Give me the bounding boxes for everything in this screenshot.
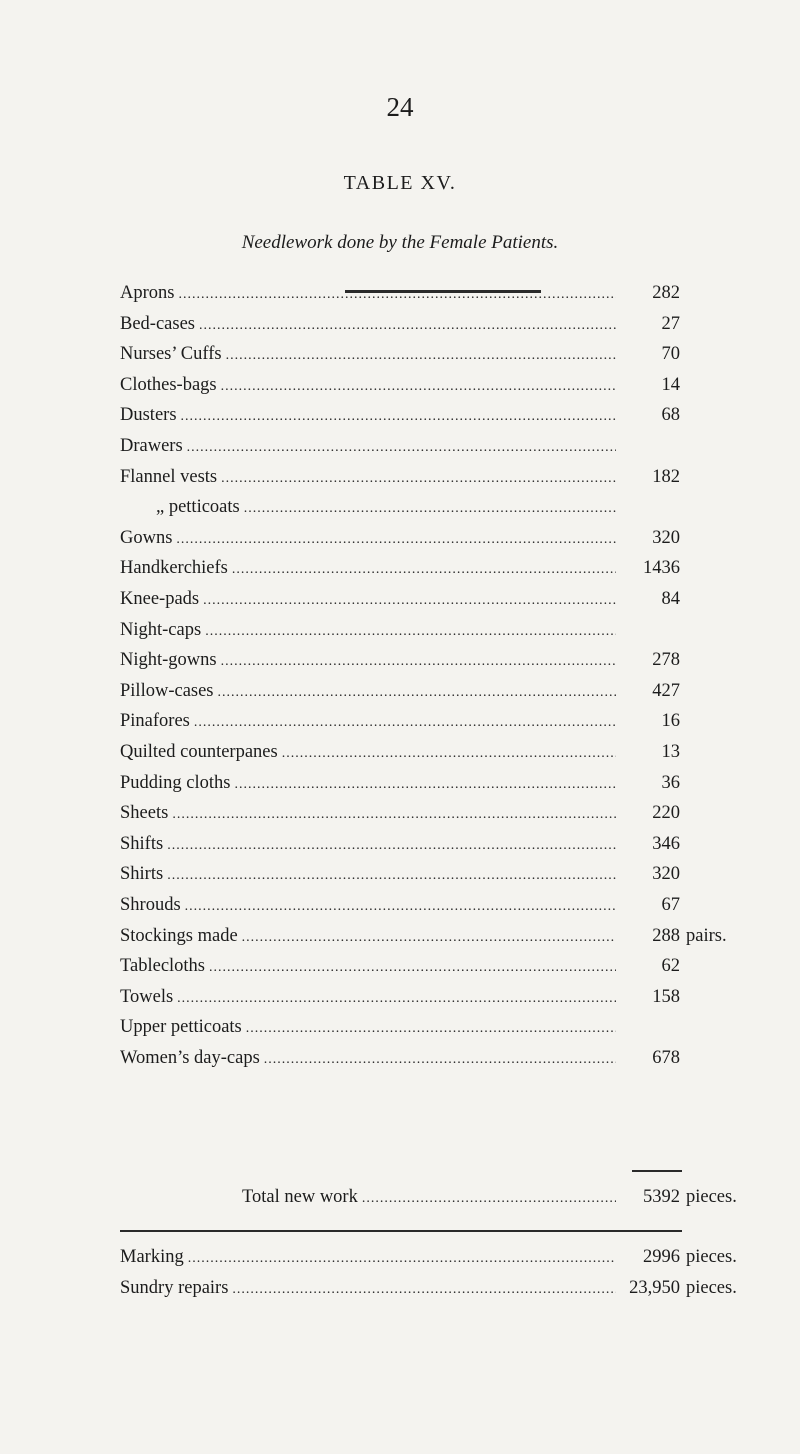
row-value: 5392: [643, 1187, 680, 1207]
row-value: 158: [652, 986, 680, 1007]
row-label: Marking: [120, 1247, 184, 1267]
summary-rule: [120, 1230, 682, 1232]
table-row: [120, 523, 680, 553]
row-label: Flannel vests: [120, 466, 218, 487]
dot-leader: [194, 708, 616, 738]
table-row: [120, 645, 680, 675]
row-label: Handkerchiefs: [120, 558, 228, 579]
row-value: 678: [652, 1048, 680, 1068]
dot-leader: [246, 1014, 616, 1044]
dot-leader: [199, 311, 616, 341]
row-value: 84: [661, 589, 680, 609]
row-label: Pillow-cases: [120, 680, 214, 701]
dot-leader: [172, 800, 616, 830]
table-row: [120, 859, 680, 889]
table-row: [120, 982, 680, 1012]
table-row: [120, 706, 680, 736]
dot-leader: [187, 433, 616, 463]
dot-leader: [226, 341, 616, 371]
table-row: [120, 1182, 680, 1212]
dot-leader: [221, 464, 616, 494]
row-unit: pieces.: [686, 1247, 737, 1267]
row-value: 278: [652, 650, 680, 671]
row-label: Bed-cases: [120, 313, 195, 334]
row-label: Knee-pads: [120, 589, 200, 609]
dot-leader: [232, 1275, 616, 1305]
row-label: Upper petticoats: [120, 1017, 242, 1038]
dot-leader: [282, 739, 616, 769]
table-row: [120, 1273, 680, 1303]
row-value: 68: [661, 405, 680, 426]
row-label: Pinafores: [120, 711, 190, 732]
row-value: 67: [661, 895, 680, 915]
table-row: [120, 492, 680, 522]
row-value: 14: [661, 374, 680, 395]
table-row: [120, 462, 680, 492]
row-label: Pudding cloths: [120, 772, 231, 793]
total-rule: [632, 1170, 682, 1172]
dot-leader: [181, 402, 616, 432]
dot-leader: [235, 770, 617, 800]
table-row: [120, 431, 680, 461]
row-label: Night-gowns: [120, 650, 217, 671]
row-value: 182: [652, 466, 680, 487]
table-row: [120, 584, 680, 614]
dot-leader: [185, 892, 616, 922]
row-label: Tablecloths: [120, 956, 206, 977]
row-label: Dusters: [120, 405, 177, 426]
row-unit: pairs.: [686, 925, 727, 946]
row-label: Shrouds: [120, 895, 181, 915]
dot-leader: [362, 1184, 616, 1214]
row-value: 16: [661, 711, 680, 732]
table-row: [120, 676, 680, 706]
table-title: TABLE XV.: [343, 172, 457, 194]
row-unit: pieces.: [686, 1187, 737, 1207]
row-label: Women’s day-caps: [120, 1048, 260, 1068]
table-row: [120, 339, 680, 369]
row-label: Sheets: [120, 803, 169, 824]
row-label: Towels: [120, 986, 174, 1007]
dot-leader: [232, 555, 616, 585]
dot-leader: [167, 831, 616, 861]
table-row: [120, 370, 680, 400]
row-value: 70: [661, 344, 680, 365]
dot-leader: [178, 280, 616, 310]
page-number: 24: [386, 92, 414, 122]
dot-leader: [264, 1045, 616, 1075]
row-value: 288: [652, 925, 680, 946]
dot-leader: [209, 953, 616, 983]
row-value: 320: [652, 527, 680, 548]
table-row: [120, 1043, 680, 1073]
row-label: Drawers: [120, 436, 183, 456]
dot-leader: [244, 494, 616, 524]
table-row: [120, 951, 680, 981]
row-label: Quilted counterpanes: [120, 742, 278, 762]
row-label: Total new work: [242, 1187, 358, 1207]
table-row: [120, 1242, 680, 1272]
row-label: Gowns: [120, 527, 173, 548]
dot-leader: [218, 678, 616, 708]
row-value: 36: [661, 772, 680, 793]
row-value: 346: [652, 833, 680, 854]
table-row: [120, 829, 680, 859]
table-row: [120, 309, 680, 339]
dot-leader: [177, 984, 616, 1014]
table-row: [120, 615, 680, 645]
dot-leader: [203, 586, 616, 616]
row-value: 1436: [643, 558, 680, 579]
table-subtitle: Needlework done by the Female Patients.: [241, 232, 559, 253]
row-label: Shifts: [120, 833, 164, 854]
row-value: 13: [661, 742, 680, 762]
row-value: 27: [661, 313, 680, 334]
row-label: Aprons: [120, 283, 175, 303]
table-row: [120, 921, 680, 951]
row-label: Stockings made: [120, 925, 238, 946]
table-row: [120, 890, 680, 920]
row-label: Clothes-bags: [120, 374, 217, 395]
row-value: 320: [652, 864, 680, 885]
row-label: Nurses’ Cuffs: [120, 344, 222, 365]
row-value: 23,950: [629, 1277, 680, 1298]
row-label: Night-caps: [120, 619, 202, 640]
row-label: Shirts: [120, 864, 164, 885]
row-value: 282: [652, 283, 680, 303]
table-row: [120, 1012, 680, 1042]
table-row: [120, 737, 680, 767]
table-row: [120, 278, 680, 308]
row-value: 427: [652, 680, 680, 701]
dot-leader: [205, 617, 616, 647]
dot-leader: [242, 923, 616, 953]
dot-leader: [176, 525, 616, 555]
dot-leader: [188, 1244, 616, 1274]
row-label: Sundry repairs: [120, 1277, 229, 1298]
table-row: [120, 798, 680, 828]
row-label: „ petticoats: [156, 497, 240, 518]
dot-leader: [221, 647, 616, 677]
table-row: [120, 768, 680, 798]
row-unit: pieces.: [686, 1277, 737, 1298]
table-row: [120, 400, 680, 430]
row-value: 62: [661, 956, 680, 977]
dot-leader: [221, 372, 616, 402]
table-row: [120, 553, 680, 583]
dot-leader: [167, 861, 616, 891]
row-value: 2996: [643, 1247, 680, 1267]
row-value: 220: [652, 803, 680, 824]
